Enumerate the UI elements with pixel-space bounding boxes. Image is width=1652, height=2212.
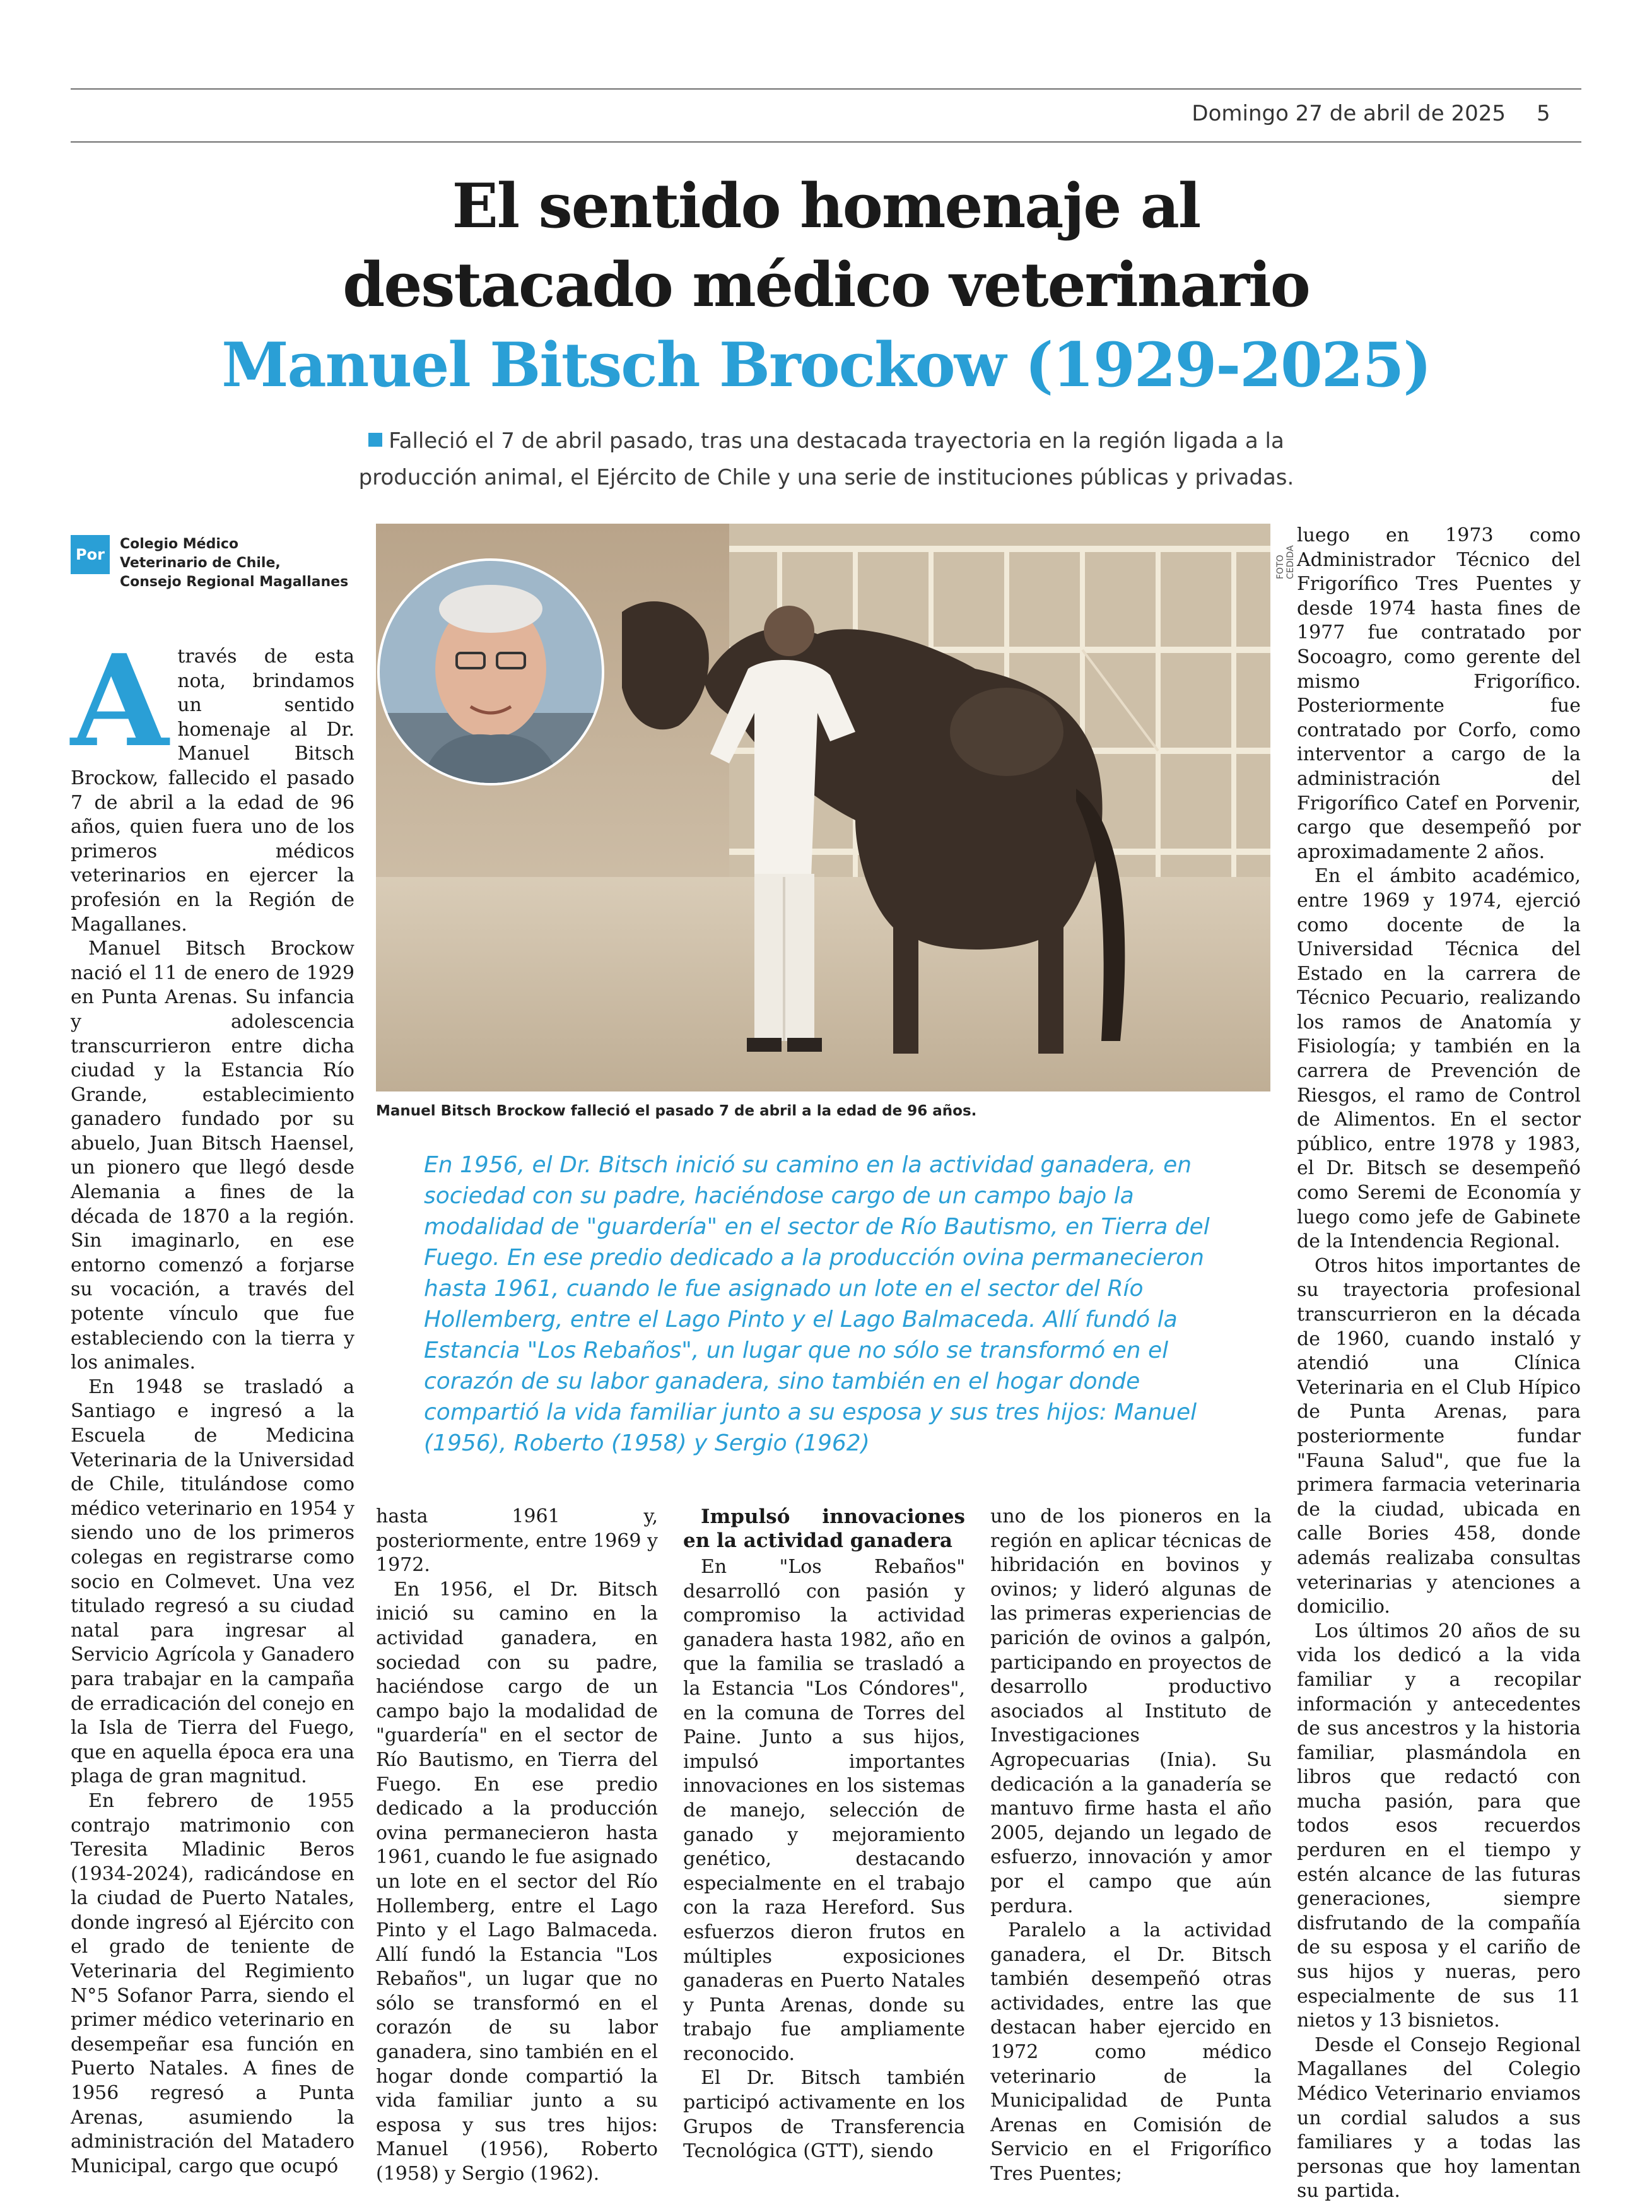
column-5: [1297, 524, 1581, 2204]
paragraph-13: Otros hitos importantes de su trayectoria profesional transcurrieron en la década de 1960, cuando instaló y atendió una Clínica Veterinaria en el Club Hípico de Punta Arenas, para posteriormente fundar "Fauna Salud", que fue la primera farmacia veterinaria de la ciudad, ubicada en calle Bories 458, donde además realizaba consultas veterinarias y atenciones a domicilio.: [1297, 1254, 1581, 1618]
pull-quote: En 1956, el Dr. Bitsch inició su camino en la actividad ganadera, en sociedad con su padre, haciéndose cargo de un campo bajo la modalidad de "guardería" en el sector de Río Bautismo, en Tierra del Fuego. En ese predio dedicado a la producción ovina permanecieron hasta 1961, cuando le fue asignado un lote en el sector del Río Hollemberg, entre el Lago Pinto y el Lago Balmaceda. Allí fundó la Estancia "Los Rebaños", un lugar que no sólo se transformó en el corazón de su labor ganadera, sino también en el hogar donde compartió la vida familiar junto a su esposa y sus tres hijos: Manuel (1956), Roberto (1958) y Sergio (1962): [424, 1152, 1210, 1456]
paragraph-3: En 1948 se trasladó a Santiago e ingresó a la Escuela de Medicina Veterinaria de la Universidad de Chile, titulándose como médico veterinario en 1954 y siendo uno de los primeros colegas en registrarse como socio en Colmevet. Una vez titulado regresó a su ciudad natal para ingresar al Servicio Agrícola y Ganadero para trabajar en la campaña de erradicación del conejo en la Isla de Tierra del Fuego, que en aquella época era una plaga de gran magnitud.: [71, 1375, 354, 1788]
headline-line-1: El sentido homenaje al: [452, 170, 1200, 242]
issue-date: Domingo 27 de abril de 2025: [1192, 101, 1506, 126]
byline-author: [120, 535, 348, 592]
lead-text: Falleció el 7 de abril pasado, tras una destacada trayectoria en la región ligada a la producción animal, el Ejército de Chile y una serie de instituciones públicas y privadas.: [358, 428, 1294, 490]
byline: [71, 535, 354, 592]
veterinarian-horse-photo: [376, 524, 1270, 1091]
paragraph-12: En el ámbito académico, entre 1969 y 1974, ejerció como docente de la Universidad Técnica del Estado en la carrera de Técnico Pecuario, realizando los ramos de Anatomía y Fisiología; y también en la carrera de Prevención de Riesgos, el ramo de Control de Alimentos. En el sector público, entre 1978 y 1983, el Dr. Bitsch se desempeñó como Seremi de Economía y luego como jefe de Gabinete de la Intendencia Regional.: [1297, 865, 1581, 1253]
column-2: [376, 1505, 658, 2187]
paragraph-8: El Dr. Bitsch también participó activamente en los Grupos de Transferencia Tecnológica (GTT), siendo: [683, 2067, 965, 2163]
photo-caption: Manuel Bitsch Brockow falleció el pasado 7 de abril a la edad de 96 años.: [376, 1103, 977, 1119]
paragraph-7: En "Los Rebaños" desarrolló con pasión y compromiso la actividad ganadera hasta 1982, año en que la familia se trasladó a la Estancia "Los Cóndores", en la comuna de Torres del Paine. Junto a sus hijos, impulsó importantes innovaciones en los sistemas de manejo, selección de ganado y mejoramiento genético, destacando especialmente en el trabajo con la raza Hereford. Sus esfuerzos dieron frutos en múltiples exposiciones ganaderas en Puerto Natales y Punta Arenas, donde su trabajo fue ampliamente reconocido.: [683, 1556, 965, 2065]
byline-line-1: Colegio Médico: [120, 536, 239, 552]
headline-line-2: destacado médico veterinario: [343, 249, 1309, 321]
column-1: [71, 627, 354, 2179]
header-rule-top: [71, 88, 1581, 90]
byline-tag: Por: [71, 535, 110, 574]
article-photo: [376, 524, 1270, 1091]
column-3: [683, 1505, 965, 2164]
headline-line-3: Manuel Bitsch Brockow (1929-2025): [221, 329, 1431, 401]
photo-credit: FOTO CEDIDA: [1275, 545, 1296, 579]
column-4: [990, 1505, 1272, 2187]
paragraph-1: [71, 627, 354, 937]
header-rule-bottom: [71, 141, 1581, 143]
byline-line-2: Veterinario de Chile,: [120, 555, 281, 571]
square-bullet-icon: [368, 433, 382, 447]
byline-line-3: Consejo Regional Magallanes: [120, 574, 349, 590]
paragraph-9: uno de los pioneros en la región en aplicar técnicas de hibridación en bovinos y ovinos; y lideró algunas de las primeras experiencias de parición de ovinos a galpón, participando en proyectos de desarrollo productivo asociados al Instituto de Investigaciones Agropecuarias (Inia). Su dedicación a la ganadería se mantuvo firme hasta el año 2005, dejando un legado de esfuerzo, innovación y amor por el campo que aún perdura.: [990, 1505, 1272, 1917]
paragraph-6: En 1956, el Dr. Bitsch inició su camino en la actividad ganadera, en sociedad con su padre, haciéndose cargo de un campo bajo la modalidad de "guardería" en el sector de Río Bautismo, en Tierra del Fuego. En ese predio dedicado a la producción ovina permanecieron hasta 1961, cuando le fue asignado un lote en el sector del Río Hollemberg, entre el Lago Pinto y el Lago Balmaceda. Allí fundó la Estancia "Los Rebaños", un lugar que no sólo se transformó en el corazón de su labor ganadera, sino también en el hogar donde compartió la vida familiar junto a su esposa y sus tres hijos: Manuel (1956), Roberto (1958) y Sergio (1962).: [376, 1578, 658, 2186]
paragraph-15: Desde el Consejo Regional Magallanes del Colegio Médico Veterinario enviamos un cordial saludos a sus familiares y a todas las personas que hoy lamentan su partida.: [1297, 2033, 1581, 2203]
paragraph-4: En febrero de 1955 contrajo matrimonio con Teresita Mladinic Beros (1934-2024), radicándose en la ciudad de Puerto Natales, donde ingresó al Ejército con el grado de teniente de Veterinaria del Regimiento N°5 Sofanor Parra, siendo el primer médico veterinario en desempeñar esa función en Puerto Natales. A fines de 1956 regresó a Punta Arenas, asumiendo la administración del Matadero Municipal, cargo que ocupó: [71, 1789, 354, 2177]
dropcap: A: [71, 627, 169, 775]
paragraph-14: Los últimos 20 años de su vida los dedicó a la vida familiar y a recopilar información y antecedentes de sus ancestros y la historia familiar, plasmándola en libros que redactó con mucha pasión, para que todos esos recuerdos perduren en el tiempo y estén alcance de las futuras generaciones, siempre disfrutando de la compañía de su esposa y el cariño de sus hijos y nueras, pero especialmente de sus 11 nietos y 13 bisnietos.: [1297, 1620, 1581, 2032]
subheading: Impulsó innovaciones en la actividad ganadera: [683, 1505, 965, 1552]
paragraph-2: Manuel Bitsch Brockow nació el 11 de enero de 1929 en Punta Arenas. Su infancia y adolescencia transcurrieron entre dicha ciudad y la Estancia Río Grande, establecimiento ganadero fundado por su abuelo, Juan Bitsch Haensel, un pionero que llegó desde Alemania a fines de la década de 1870 a la región. Sin imaginarlo, en ese entorno comenzó a forjarse su vocación, a través del potente vínculo que fue estableciendo con la tierra y los animales.: [71, 938, 354, 1374]
page-number: 5: [1537, 101, 1550, 126]
paragraph-10: Paralelo a la actividad ganadera, el Dr. Bitsch también desempeñó otras actividades, entre las que destacan haber ejercido en 1972 como médico veterinario de la Municipalidad de Punta Arenas en Comisión de Servicio en el Frigorífico Tres Puentes;: [990, 1919, 1272, 2186]
paragraph-1-text: través de esta nota, brindamos un sentido homenaje al Dr. Manuel Bitsch Brockow, fallecido el pasado 7 de abril a la edad de 96 años, quien fuera uno de los primeros médicos veterinarios en ejercer la profesión en la Región de Magallanes.: [71, 645, 354, 936]
article-lead: [353, 423, 1299, 496]
paragraph-11: luego en 1973 como Administrador Técnico del Frigorífico Tres Puentes y desde 1974 hasta fines de 1977 fue contratado por Socoagro, como gerente del mismo Frigorífico. Posteriormente fue contratado por Corfo, como interventor a cargo de la administración del Frigorífico Catef en Porvenir, cargo que desempeñó por aproximadamente 2 años.: [1297, 524, 1581, 863]
paragraph-5: hasta 1961 y, posteriormente, entre 1969 y 1972.: [376, 1505, 658, 1577]
